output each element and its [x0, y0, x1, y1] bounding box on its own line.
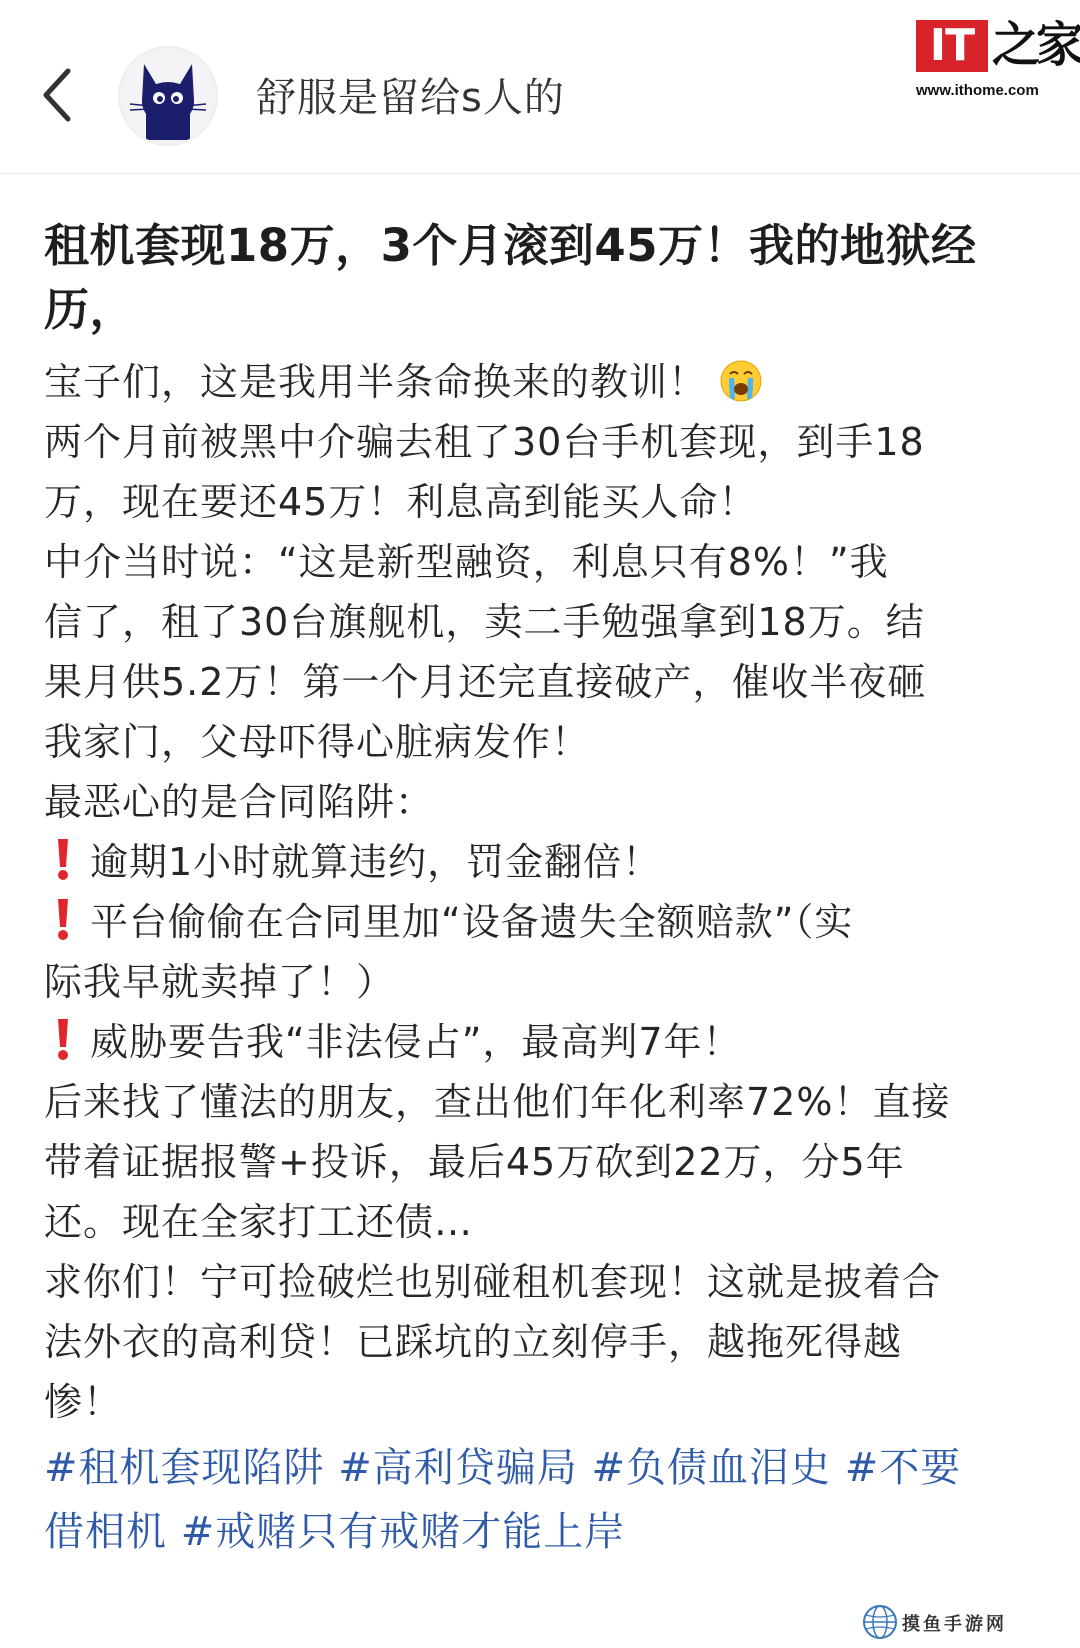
logo-chars: 之家 — [992, 17, 1080, 73]
body-line: 还。现在全家打工还债… — [44, 1200, 474, 1244]
body-line — [44, 352, 1044, 412]
post-header — [0, 0, 1080, 174]
red-exclamation-icon — [54, 837, 72, 881]
body-line: 带着证据报警+投诉，最后45万砍到22万，分5年 — [44, 1140, 905, 1184]
body-text: 宝子们，这是我用半条命换来的教训！ — [44, 360, 708, 404]
hashtag-line — [44, 1500, 1044, 1564]
body-line: 后来找了懂法的朋友，查出他们年化利率72%！直接 — [44, 1080, 951, 1124]
back-button[interactable] — [32, 60, 82, 130]
body-line — [44, 832, 1044, 892]
hashtag-link[interactable]: #戒赌只有戒赌才能上岸 — [180, 1509, 626, 1555]
title-line: 租机套现18万，3个月滚到45万！我的地狱经 — [44, 219, 977, 272]
body-line: 信了，租了30台旗舰机，卖二手勉强拿到18万。结 — [44, 600, 925, 644]
body-line: 我家门，父母吓得心脏病发作！ — [44, 720, 591, 764]
body-text: 逾期1小时就算违约，罚金翻倍！ — [90, 840, 662, 884]
post-body — [44, 352, 1044, 1432]
body-line: 惨！ — [44, 1380, 123, 1424]
title-line: 历， — [44, 283, 136, 336]
body-text: 平台偷偷在合同里加“设备遗失全额赔款”（实 — [90, 900, 854, 944]
body-line: 求你们！宁可捡破烂也别碰租机套现！这就是披着合 — [44, 1260, 942, 1304]
body-line — [44, 892, 1044, 952]
hashtag-link[interactable]: #高利贷骗局 — [338, 1445, 578, 1491]
logo-mark: IT — [929, 20, 975, 71]
body-text: 威胁要告我“非法侵占”，最高判7年！ — [90, 1020, 742, 1064]
globe-logo-icon — [862, 1604, 898, 1640]
red-exclamation-icon — [54, 1017, 72, 1061]
crying-face-icon — [719, 359, 763, 403]
red-exclamation-icon — [54, 897, 72, 941]
watermark — [862, 1604, 1062, 1644]
hashtag-list — [44, 1436, 1044, 1564]
hashtag-line — [44, 1436, 1044, 1500]
body-line — [44, 1012, 1044, 1072]
ithome-logo — [916, 14, 1080, 106]
black-cat-icon — [120, 48, 216, 144]
body-line: 际我早就卖掉了！） — [44, 960, 396, 1004]
body-line: 中介当时说：“这是新型融资，利息只有8%！”我 — [44, 540, 889, 584]
hashtag-link[interactable]: #负债血泪史 — [591, 1445, 831, 1491]
logo-url: www.ithome.com — [916, 82, 1039, 99]
author-avatar[interactable] — [118, 46, 218, 146]
hashtag-link[interactable]: 借相机 — [44, 1509, 167, 1555]
body-line: 两个月前被黑中介骗去租了30台手机套现，到手18 — [44, 420, 925, 464]
author-name[interactable]: 舒服是留给s人的 — [256, 75, 565, 121]
body-line: 果月供5.2万！第一个月还完直接破产，催收半夜砸 — [44, 660, 927, 704]
post-title — [44, 214, 1034, 342]
watermark-text: 摸鱼手游网 — [902, 1614, 1007, 1635]
body-line: 万，现在要还45万！利息高到能买人命！ — [44, 480, 758, 524]
hashtag-link[interactable]: #不要 — [844, 1445, 962, 1491]
body-line: 法外衣的高利贷！已踩坑的立刻停手，越拖死得越 — [44, 1320, 903, 1364]
chevron-left-icon — [40, 67, 74, 123]
hashtag-link[interactable]: #租机套现陷阱 — [44, 1445, 325, 1491]
body-line: 最恶心的是合同陷阱： — [44, 780, 435, 824]
